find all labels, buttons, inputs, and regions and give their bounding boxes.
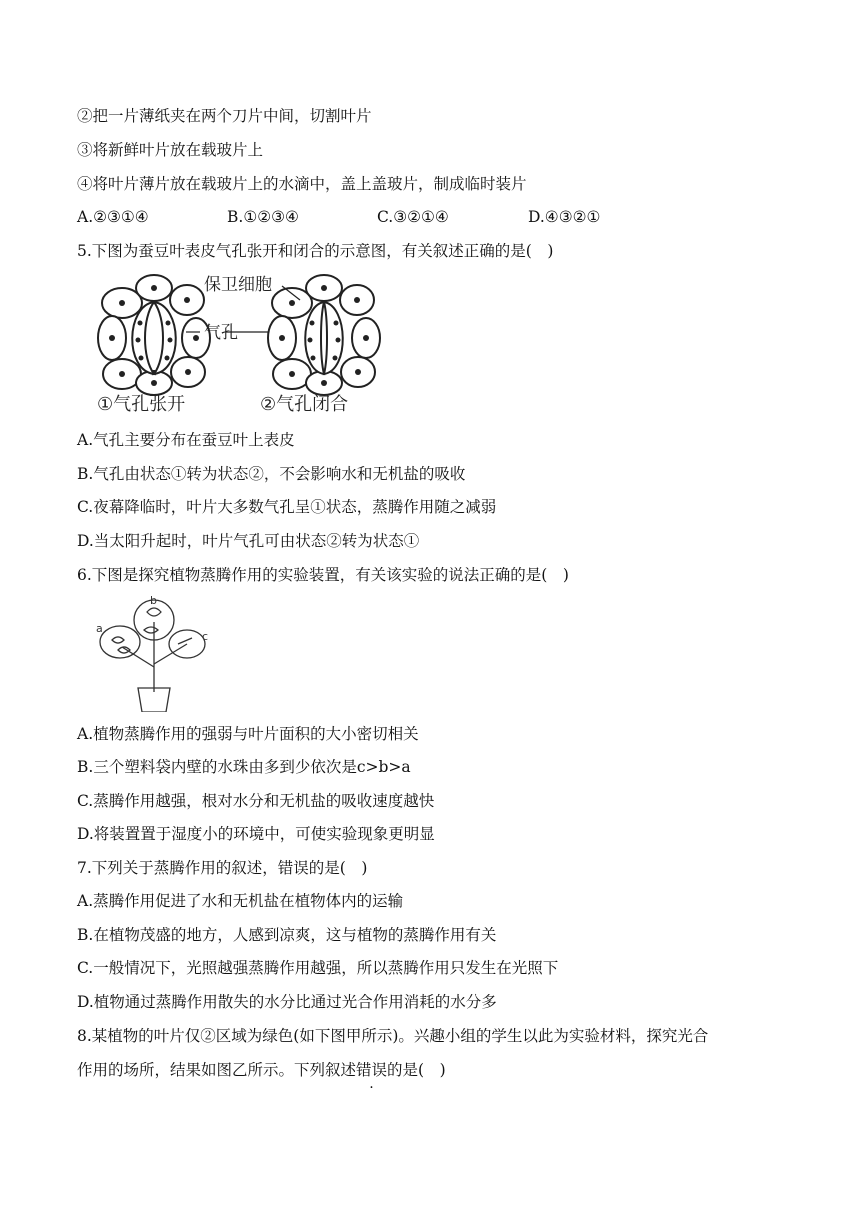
caption-open: ①气孔张开 [97,394,186,415]
q4-step-2: ②把一片薄纸夹在两个刀片中间，切割叶片 [77,107,372,125]
q4-options [77,207,777,227]
caption-closed: ②气孔闭合 [260,394,349,415]
q8-stem-line-2 [77,1060,446,1080]
q4-option-a: A.②③①④ [77,208,149,226]
q6-option-a: A.植物蒸腾作用的强弱与叶片面积的大小密切相关 [77,725,419,743]
q5-option-c: C.夜幕降临时，叶片大多数气孔呈①状态，蒸腾作用随之减弱 [77,498,497,516]
q6-option-d: D.将装置置于湿度小的环境中，可使实验现象更明显 [77,825,435,843]
q6-option-b: B.三个塑料袋内壁的水珠由多到少依次是c>b>a [77,758,411,776]
guard-cell-label: 保卫细胞 [204,275,272,295]
q7-option-d: D.植物通过蒸腾作用散失的水分比通过光合作用消耗的水分多 [77,993,497,1011]
q7-option-c: C.一般情况下，光照越强蒸腾作用越强，所以蒸腾作用只发生在光照下 [77,959,559,977]
q4-option-d: D.④③②① [528,208,601,226]
q8-stem-part-2: 的是( ) [387,1061,446,1079]
q5-option-b: B.气孔由状态①转为状态②，不会影响水和无机盐的吸收 [77,465,466,483]
q7-option-a: A.蒸腾作用促进了水和无机盐在植物体内的运输 [77,892,404,910]
q4-option-c: C.③②①④ [377,208,449,226]
q5-stem: 5.下图为蚕豆叶表皮气孔张开和闭合的示意图，有关叙述正确的是( ) [77,242,554,260]
q4-option-b: B.①②③④ [227,208,299,226]
bag-c-label: c [202,630,209,643]
q7-stem: 7.下列关于蒸腾作用的叙述，错误的是( ) [77,859,368,877]
stoma-label: 气孔 [204,323,238,343]
transpiration-figure [92,592,217,712]
q4-step-4: ④将叶片薄片放在载玻片上的水滴中，盖上盖玻片，制成临时装片 [77,175,527,193]
q8-emphasis-wrong: 错误 [356,1061,388,1079]
q5-option-a: A.气孔主要分布在蚕豆叶上表皮 [77,431,295,449]
q4-step-3: ③将新鲜叶片放在载玻片上 [77,141,264,159]
q7-option-b: B.在植物茂盛的地方，人感到凉爽，这与植物的蒸腾作用有关 [77,926,497,944]
q6-option-c: C.蒸腾作用越强，根对水分和无机盐的吸收速度越快 [77,792,435,810]
bag-b-label: b [150,594,157,607]
bag-a-label: a [96,622,103,635]
q6-stem: 6.下图是探究植物蒸腾作用的实验装置，有关该实验的说法正确的是( ) [77,566,569,584]
q8-stem-line-1: 8.某植物的叶片仅②区域为绿色(如下图甲所示)。兴趣小组的学生以此为实验材料，探究光合 [77,1027,709,1045]
q8-stem-part-1: 作用的场所，结果如图乙所示。下列叙述 [77,1061,357,1079]
stomata-figure [92,268,382,418]
q5-option-d: D.当太阳升起时，叶片气孔可由状态②转为状态① [77,532,420,550]
